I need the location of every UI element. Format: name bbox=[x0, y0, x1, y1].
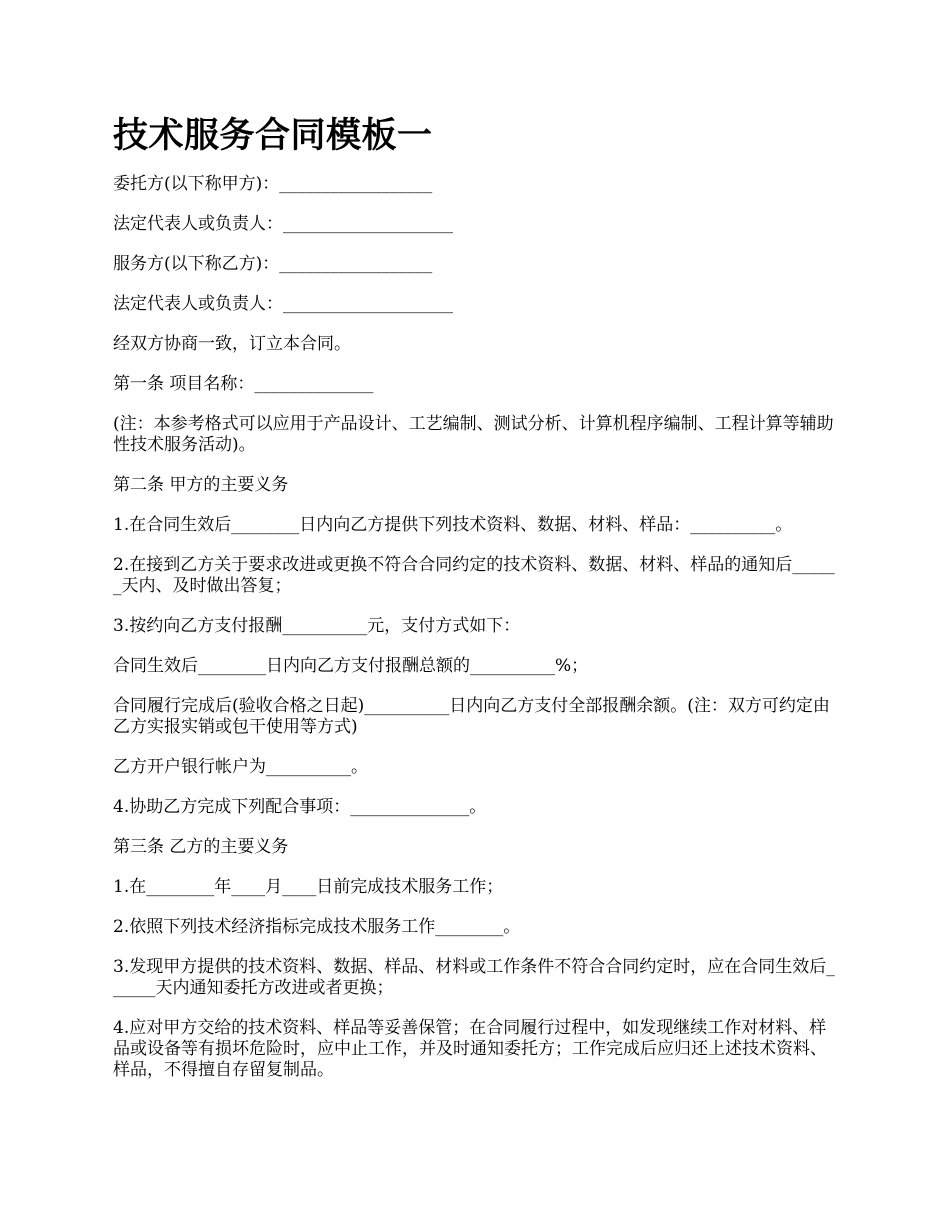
article-3-clause-2: 2.依照下列技术经济指标完成技术服务工作________。 bbox=[113, 917, 521, 937]
article-2-clause-3: 3.按约向乙方支付报酬__________元，支付方式如下： bbox=[113, 616, 521, 636]
article-2-clause-1: 1.在合同生效后________日内向乙方提供下列技术资料、数据、材料、样品：__________。 bbox=[113, 515, 793, 535]
article-3-clause-4: 4.应对甲方交给的技术资料、样品等妥善保管；在合同履行过程中，如发现继续工作对材料、样品或设备等有损坏危险时，应中止工作，并及时通知委托方；工作完成后应归还上述技术资料、样品，不得擅自存留复制品。 bbox=[113, 1018, 827, 1080]
article-2-clause-4: 4.协助乙方完成下列配合事项：______________。 bbox=[113, 797, 487, 817]
article-1-note: (注：本参考格式可以应用于产品设计、工艺编制、测试分析、计算机程序编制、工程计算等辅助性技术服务活动)。 bbox=[113, 414, 834, 455]
article-3-heading: 第三条 乙方的主要义务 bbox=[113, 837, 289, 857]
payment-term-1: 合同生效后________日内向乙方支付报酬总额的__________%； bbox=[113, 656, 589, 676]
party-a-representative-line: 法定代表人或负责人：____________________ bbox=[113, 214, 453, 234]
bank-account-line: 乙方开户银行帐户为__________。 bbox=[113, 757, 368, 777]
article-2-heading: 第二条 甲方的主要义务 bbox=[113, 475, 289, 495]
payment-term-2: 合同履行完成后(验收合格之日起)__________日内向乙方支付全部报酬余额。(注：双方可约定由乙方实报实销或包干使用等方式) bbox=[113, 696, 830, 737]
party-b-representative-line: 法定代表人或负责人：____________________ bbox=[113, 294, 453, 314]
document-title: 技术服务合同模板一 bbox=[113, 116, 433, 156]
party-b-line: 服务方(以下称乙方)：__________________ bbox=[113, 254, 433, 274]
article-1-heading: 第一条 项目名称：______________ bbox=[113, 374, 374, 394]
article-3-clause-3: 3.发现甲方提供的技术资料、数据、样品、材料或工作条件不符合合同约定时，应在合同生效后______天内通知委托方改进或者更换； bbox=[113, 957, 835, 998]
party-a-line: 委托方(以下称甲方)：__________________ bbox=[113, 174, 433, 194]
agreement-statement: 经双方协商一致，订立本合同。 bbox=[113, 334, 351, 354]
article-2-clause-2: 2.在接到乙方关于要求改进或更换不符合合同约定的技术资料、数据、材料、样品的通知后______天内、及时做出答复； bbox=[113, 555, 835, 596]
document-page bbox=[113, 112, 843, 1100]
article-3-clause-1: 1.在________年____月____日前完成技术服务工作； bbox=[113, 877, 504, 897]
